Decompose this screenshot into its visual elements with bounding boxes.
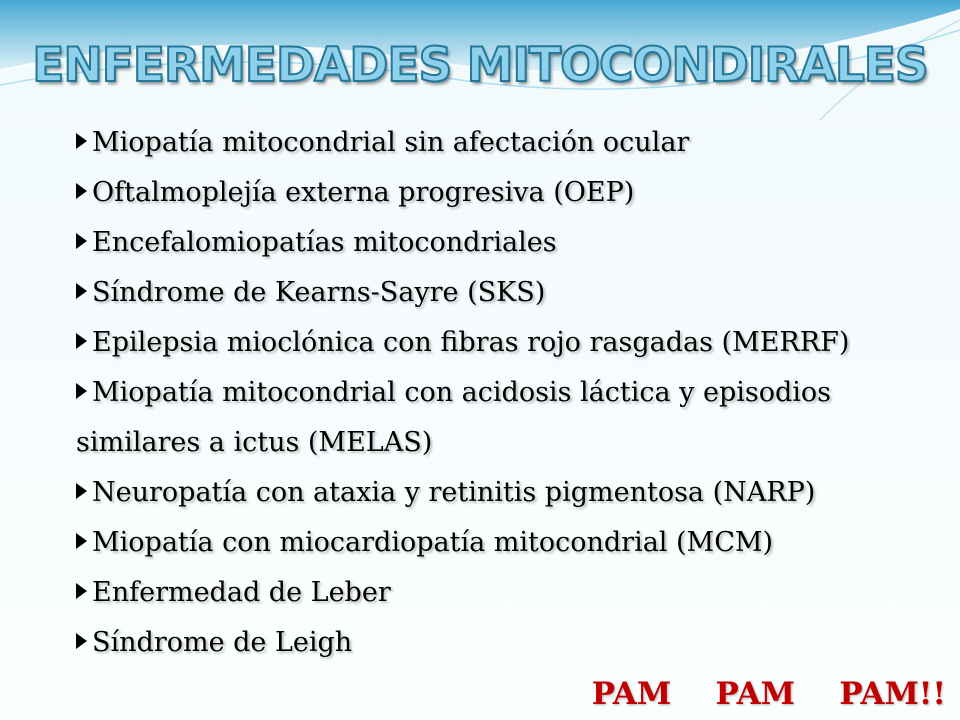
arrow-bullet-icon	[76, 483, 87, 499]
arrow-bullet-icon	[76, 633, 87, 649]
arrow-bullet-icon	[76, 233, 87, 249]
list-item-text: Miopatía con miocardiopatía mitocondrial (MCM)	[92, 527, 774, 558]
list-item-continuation: similares a ictus (MELAS)	[76, 427, 433, 458]
list-item	[72, 218, 922, 268]
slide-title: ENFERMEDADES MITOCONDIRALES	[32, 38, 928, 93]
list-item	[72, 568, 922, 618]
list-item-text: Síndrome de Kearns-Sayre (SKS)	[92, 277, 546, 308]
list-item	[72, 468, 922, 518]
list-item-text: Enfermedad de Leber	[92, 577, 391, 608]
arrow-bullet-icon	[76, 133, 87, 149]
list-item	[72, 518, 922, 568]
list-item	[72, 368, 922, 418]
arrow-bullet-icon	[76, 333, 87, 349]
list-item-text: Neuropatía con ataxia y retinitis pigmentosa (NARP)	[92, 477, 816, 508]
arrow-bullet-icon	[76, 533, 87, 549]
arrow-bullet-icon	[76, 583, 87, 599]
list-item	[72, 618, 922, 668]
list-item	[72, 118, 922, 168]
list-item-text: Epilepsia mioclónica con fibras rojo rasgadas (MERRF)	[92, 327, 850, 358]
arrow-bullet-icon	[76, 183, 87, 199]
list-item-text: Encefalomiopatías mitocondriales	[92, 227, 557, 258]
list-item-text: Síndrome de Leigh	[92, 627, 353, 658]
bullet-list	[72, 118, 922, 668]
list-item-text: Miopatía mitocondrial con acidosis láctica y episodios	[92, 377, 832, 408]
footer-text: PAM PAM PAM!!	[591, 676, 946, 712]
list-item	[72, 318, 922, 368]
list-item-text: Miopatía mitocondrial sin afectación ocular	[92, 127, 690, 158]
list-item-text: Oftalmoplejía externa progresiva (OEP)	[92, 177, 635, 208]
arrow-bullet-icon	[76, 283, 87, 299]
list-item	[72, 168, 922, 218]
arrow-bullet-icon	[76, 383, 87, 399]
list-item	[72, 268, 922, 318]
